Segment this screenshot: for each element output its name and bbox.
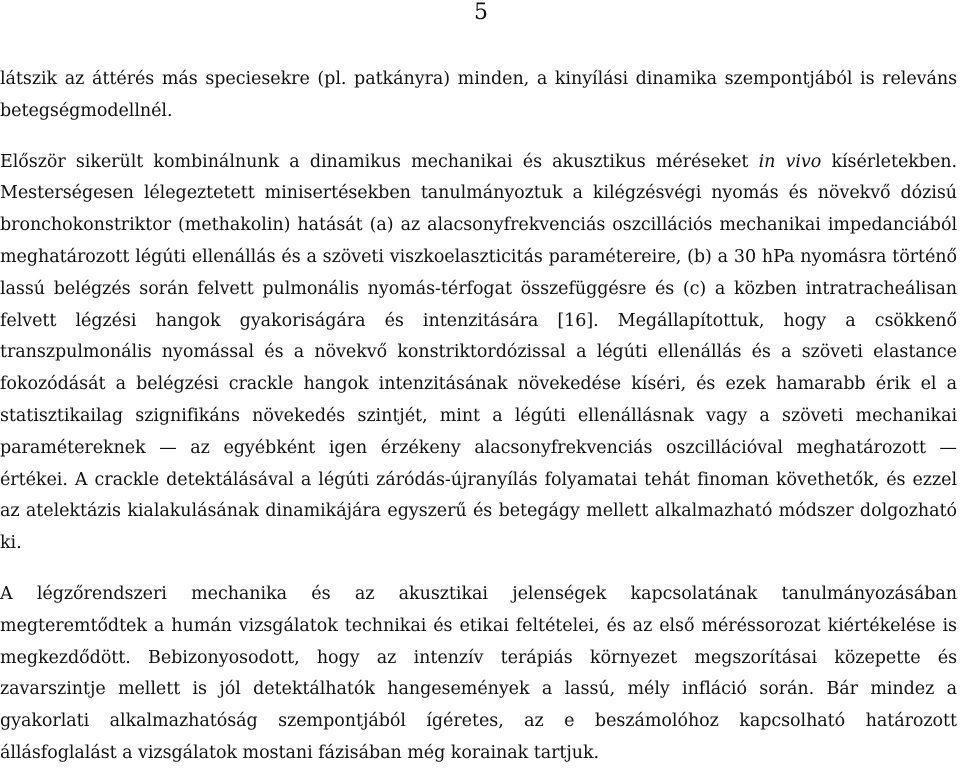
body-text (0, 64, 957, 770)
paragraph-3: A légzőrendszeri mechanika és az akusztikai jelenségek kapcsolatának tanulmányozásában megteremtődtek a humán vizsgálatok technikai és etikai feltételei, és az első méréssorozat kiértékelése is megkezdődött. Bebizonyosodott, hogy az intenzív terápiás környezet megszorításai közepette és zavarszintje mellett is jól detektálhatók hangesemények a lassú, mély infláció során. Bár mindez a gyakorlati alkalmazhatóság szempontjából ígéretes, az e beszámolóhoz kapcsolható határozott állásfoglalást a vizsgálatok mostani fázisában még korainak tartjuk. (0, 583, 957, 763)
paragraph-1: látszik az áttérés más speciesekre (pl. patkányra) minden, a kinyílási dinamika szempontjából is releváns betegségmodellnél. (0, 69, 957, 121)
paragraph-2 (0, 147, 957, 560)
page-number: 5 (474, 0, 488, 25)
italic-term: in vivo (758, 151, 822, 172)
paragraph-2-body: kísérletekben. Mesterségesen lélegeztetett minisertésekben tanulmányoztuk a kilégzésvégi nyomás és növekvő dózisú bronchokonstriktor (methakolin) hatását (a) az alacsonyfrekvenciás oszcillációs mechanikai impedanciából meghatározott légúti ellenállás és a szöveti viszkoelaszticitás paramétereire, (b) a 30 hPa nyomásra történő lassú belégzés során felvett pulmonális nyomás-térfogat összefüggésre és (c) a közben intratracheálisan felvett légzési hangok gyakoriságára és intenzitására [16]. Megállapítottuk, hogy a csökkenő transzpulmonális nyomással és a növekvő konstriktordózissal a légúti ellenállás és a szöveti elastance fokozódását a belégzési crackle hangok intenzitásának növekedése kíséri, és ezek hamarabb érik el a statisztikailag szignifikáns növekedés szintjét, mint a légúti ellenállásnak vagy a szöveti mechanikai paramétereknek — az egyébként igen érzékeny alacsonyfrekvenciás oszcillációval meghatározott — értékei. A crackle detektálásával a légúti záródás-újranyílás folyamatai tehát finoman követhetők, és ezzel az atelektázis kialakulásának dinamikájára egyszerű és betegágy mellett alkalmazható módszer dolgozható ki. (0, 151, 957, 554)
paragraph-2-intro: Először sikerült kombinálnunk a dinamikus mechanikai és akusztikus méréseket (0, 151, 759, 172)
